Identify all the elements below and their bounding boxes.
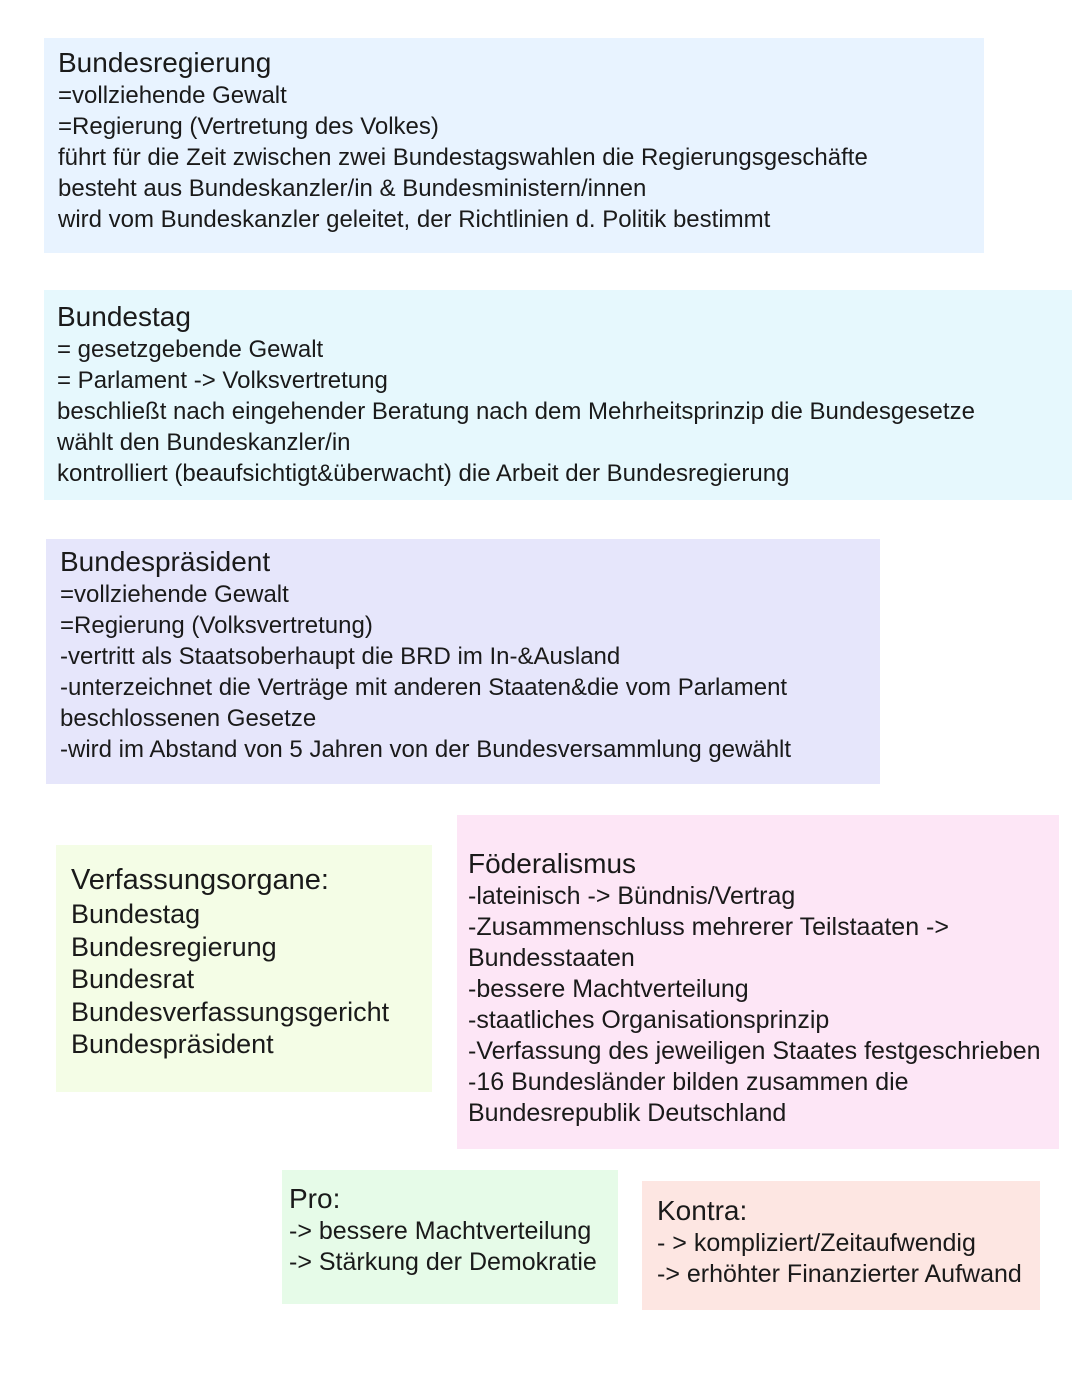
verfassungsorgane-item: Bundespräsident <box>71 1029 274 1059</box>
verfassungsorgane-item: Bundesrat <box>71 964 195 994</box>
bundespraesident-title: Bundespräsident <box>60 546 271 577</box>
bundesregierung-line: =Regierung (Vertretung des Volkes) <box>58 113 439 140</box>
pro-line: -> bessere Machtverteilung <box>289 1217 592 1245</box>
foederalismus-card <box>457 815 1059 1149</box>
bundestag-title: Bundestag <box>57 301 191 332</box>
bundestag-line: = Parlament -> Volksvertretung <box>57 367 388 394</box>
bundestag-line: = gesetzgebende Gewalt <box>57 336 324 363</box>
bundesregierung-title: Bundesregierung <box>58 47 272 78</box>
verfassungsorgane-item: Bundesverfassungsgericht <box>71 996 390 1027</box>
foederalismus-line: Bundesstaaten <box>468 944 635 972</box>
foederalismus-title: Föderalismus <box>468 848 637 879</box>
bundesregierung-line: besteht aus Bundeskanzler/in & Bundesministern/innen <box>58 175 647 202</box>
bundesregierung-card <box>44 38 984 253</box>
pro-title: Pro: <box>289 1183 341 1214</box>
bundespraesident-line: -unterzeichnet die Verträge mit anderen Staaten&die vom Parlament <box>60 674 788 701</box>
bundespraesident-card <box>46 539 880 784</box>
bundespraesident-line: -vertritt als Staatsoberhaupt die BRD im In-&Ausland <box>60 643 621 670</box>
verfassungsorgane-title: Verfassungsorgane: <box>71 864 329 896</box>
bundestag-line: wählt den Bundeskanzler/in <box>57 429 351 456</box>
foederalismus-line: -lateinisch -> Bündnis/Vertrag <box>468 882 796 910</box>
bundestag-card <box>44 290 1072 500</box>
foederalismus-line: Bundesrepublik Deutschland <box>468 1099 787 1127</box>
bundesregierung-line: wird vom Bundeskanzler geleitet, der Richtlinien d. Politik bestimmt <box>58 206 771 233</box>
bundesregierung-line: =vollziehende Gewalt <box>58 82 287 109</box>
foederalismus-line: -Zusammenschluss mehrerer Teilstaaten -> <box>468 913 949 941</box>
foederalismus-line: -staatliches Organisationsprinzip <box>468 1006 830 1034</box>
verfassungsorgane-card <box>56 845 432 1092</box>
kontra-title: Kontra: <box>657 1195 748 1226</box>
verfassungsorgane-item: Bundesregierung <box>71 931 277 962</box>
bundespraesident-line: -wird im Abstand von 5 Jahren von der Bundesversammlung gewählt <box>60 736 792 763</box>
bundespraesident-line: beschlossenen Gesetze <box>60 705 317 732</box>
kontra-line: - > kompliziert/Zeitaufwendig <box>657 1229 976 1257</box>
pro-card <box>282 1170 618 1304</box>
bundesregierung-line: führt für die Zeit zwischen zwei Bundestagswahlen die Regierungsgeschäfte <box>58 144 868 171</box>
bundestag-line: kontrolliert (beaufsichtigt&überwacht) die Arbeit der Bundesregierung <box>57 460 790 487</box>
kontra-card <box>642 1181 1040 1310</box>
verfassungsorgane-item: Bundestag <box>71 899 201 929</box>
bundestag-line: beschließt nach eingehender Beratung nach dem Mehrheitsprinzip die Bundesgesetze <box>57 398 975 425</box>
foederalismus-line: -16 Bundesländer bilden zusammen die <box>468 1068 909 1096</box>
foederalismus-line: -Verfassung des jeweiligen Staates festgeschrieben <box>468 1037 1041 1065</box>
bundespraesident-line: =Regierung (Volksvertretung) <box>60 612 373 639</box>
bundespraesident-line: =vollziehende Gewalt <box>60 581 289 608</box>
foederalismus-line: -bessere Machtverteilung <box>468 975 749 1003</box>
pro-line: -> Stärkung der Demokratie <box>289 1248 597 1276</box>
kontra-line: -> erhöhter Finanzierter Aufwand <box>657 1260 1022 1288</box>
